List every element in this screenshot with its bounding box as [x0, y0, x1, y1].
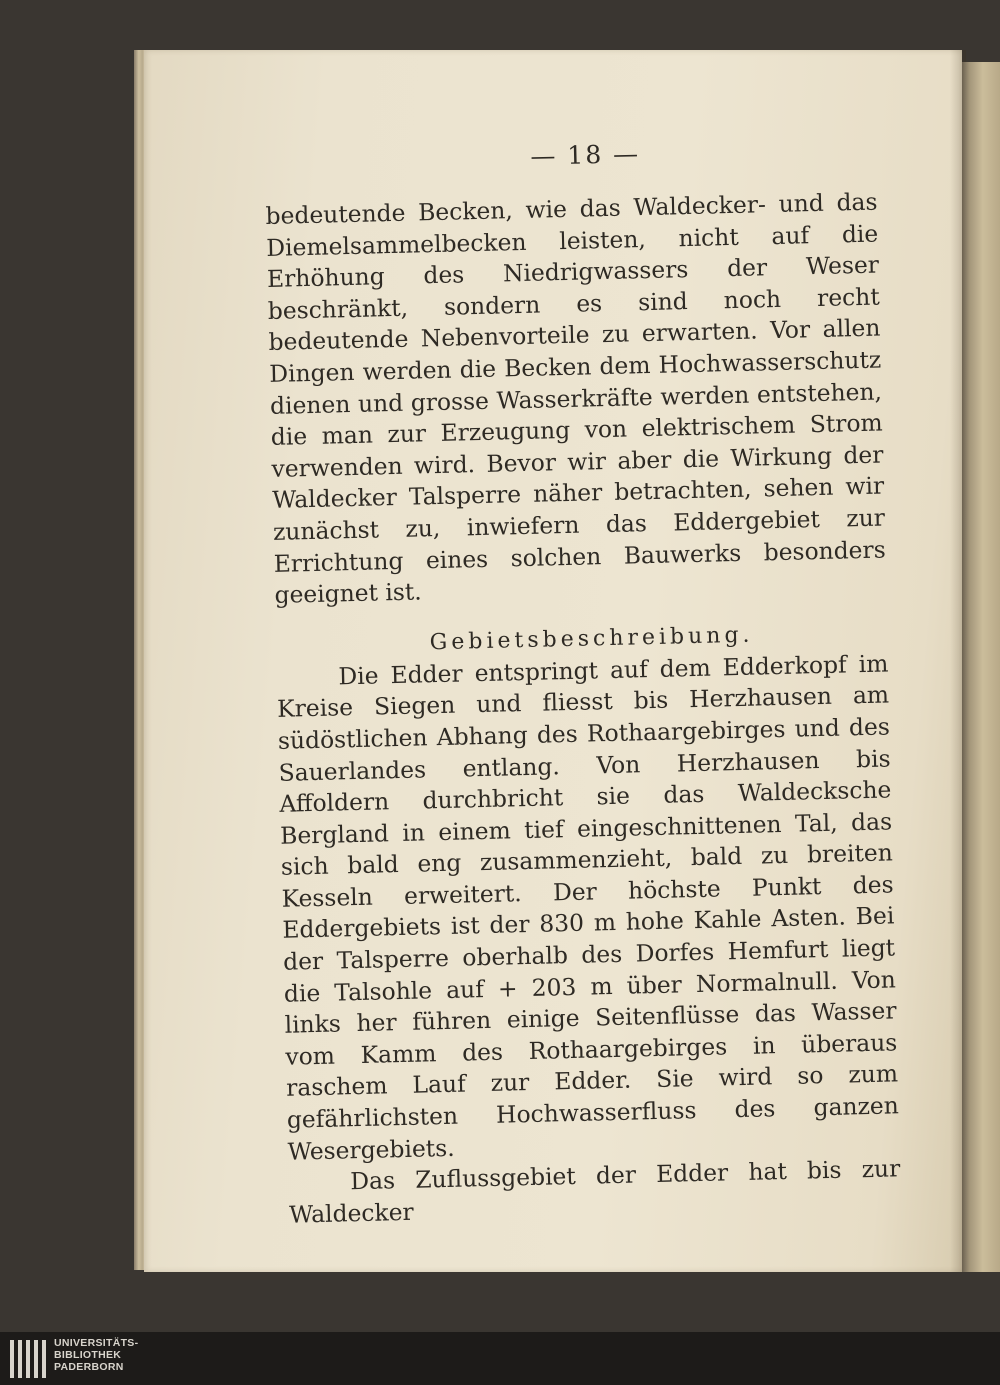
paragraph-continued: bedeutende Becken, wie das Waldecker- und das Diemelsammelbecken leisten, nicht auf die Erhöhung des Niedrigwassers der Weser beschränkt, sondern es sind noch recht bedeutende Nebenvorteile zu erwarten. Vor allen Dingen werden die Becken dem Hochwasserschutz dienen und grosse Wasserkräfte werden entstehen, die man zur Erzeugung von elektrischem Strom verwenden wird. Bevor wir aber die Wirkung der Waldecker Talsperre näher betrachten, sehen wir zunächst zu, inwiefern das Eddergebiet zur Errichtung eines solchen Bauwerks besonders geeignet ist.: [265, 187, 886, 609]
page-number: — 18 —: [530, 139, 641, 171]
library-name-line1: UNIVERSITÄTS-: [54, 1337, 139, 1349]
section-heading: Gebietsbeschreibung.: [429, 622, 754, 655]
library-footer-bar: [0, 1332, 1000, 1385]
paragraph-edder-description: Die Edder entspringt auf dem Edderkopf im Kreise Siegen und fliesst bis Herzhausen am südöstlichen Abhang des Rothaargebirges und des Sauerlandes entlang. Von Herzhausen bis Affoldern durchbricht sie das Waldecksche Bergland in einem tief eingeschnittenen Tal, das sich bald eng zusammenzieht, bald zu breiten Kesseln erweitert. Der höchste Punkt des Eddergebiets ist der 830 m hohe Kahle Asten. Bei der Talsperre oberhalb des Dorfes Hemfurt liegt die Talsohle auf + 203 m über Normalnull. Von links her führen einige Seitenflüsse das Wasser vom Kamm des Rothaargebirges in überaus raschem Lauf zur Edder. Sie wird so zum gefährlichsten Hochwasserfluss des ganzen Wesergebiets.: [276, 649, 900, 1166]
facing-page-edge: [962, 62, 1000, 1272]
page-text-block: [264, 134, 901, 1232]
library-name-line3: PADERBORN: [54, 1361, 124, 1373]
library-name: [54, 1337, 138, 1373]
paragraph-zuflussgebiet: Das Zuflussgebiet der Edder hat bis zur Waldecker: [288, 1154, 901, 1229]
library-name-line2: BIBLIOTHEK: [54, 1349, 122, 1361]
library-logo-icon: [8, 1338, 48, 1380]
book-page: [144, 50, 962, 1272]
